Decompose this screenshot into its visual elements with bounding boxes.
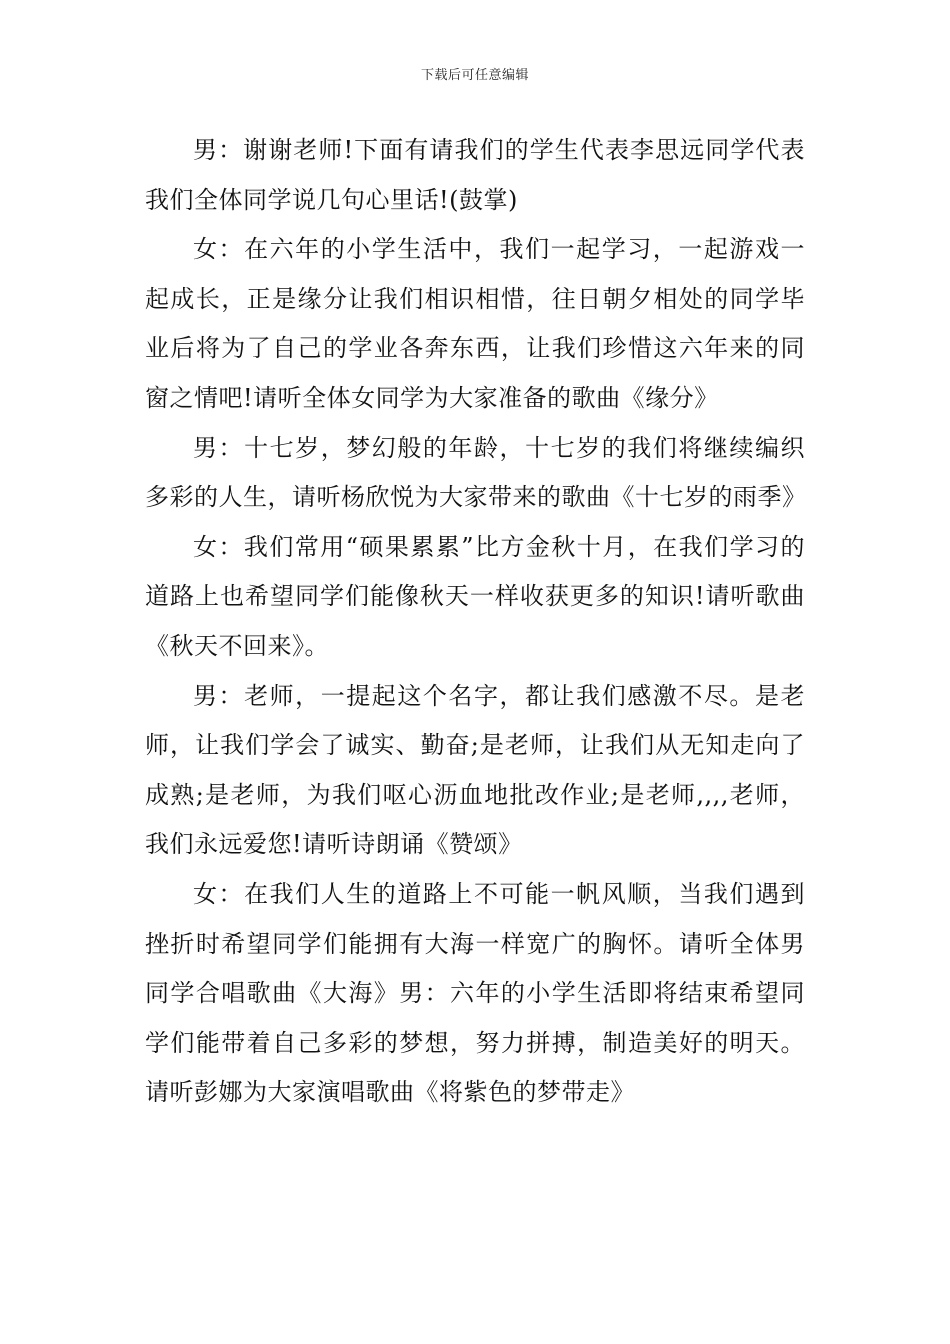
paragraph: 男：老师，一提起这个名字，都让我们感激不尽。是老师，让我们学会了诚实、勤奋;是老师，让我们从无知走向了成熟;是老师，为我们呕心沥血地批改作业;是老师,,,,老师，我们永远爱您!请听诗朗诵《赞颂》 [145, 681, 805, 859]
paragraph: 女：我们常用“硕果累累”比方金秋十月，在我们学习的道路上也希望同学们能像秋天一样收获更多的知识!请听歌曲《秋天不回来》。 [145, 532, 805, 660]
paragraph: 男：谢谢老师!下面有请我们的学生代表李思远同学代表我们全体同学说几句心里话!(鼓掌) [145, 136, 805, 214]
page-header: 下载后可任意编辑 [420, 68, 529, 83]
paragraph: 男：十七岁，梦幻般的年龄，十七岁的我们将继续编织多彩的人生，请听杨欣悦为大家带来的歌曲《十七岁的雨季》 [145, 433, 807, 512]
document-body [145, 126, 805, 1118]
paragraph: 女：在六年的小学生活中，我们一起学习，一起游戏一起成长，正是缘分让我们相识相惜，往日朝夕相处的同学毕业后将为了自己的学业各奔东西，让我们珍惜这六年来的同窗之情吧!请听全体女同学为大家准备的歌曲《缘分》 [145, 235, 805, 412]
paragraph: 女：在我们人生的道路上不可能一帆风顺，当我们遇到挫折时希望同学们能拥有大海一样宽广的胸怀。请听全体男同学合唱歌曲《大海》男：六年的小学生活即将结束希望同学们能带着自己多彩的梦想，努力拼搏，制造美好的明天。请听彭娜为大家演唱歌曲《将紫色的梦带走》 [145, 879, 805, 1107]
